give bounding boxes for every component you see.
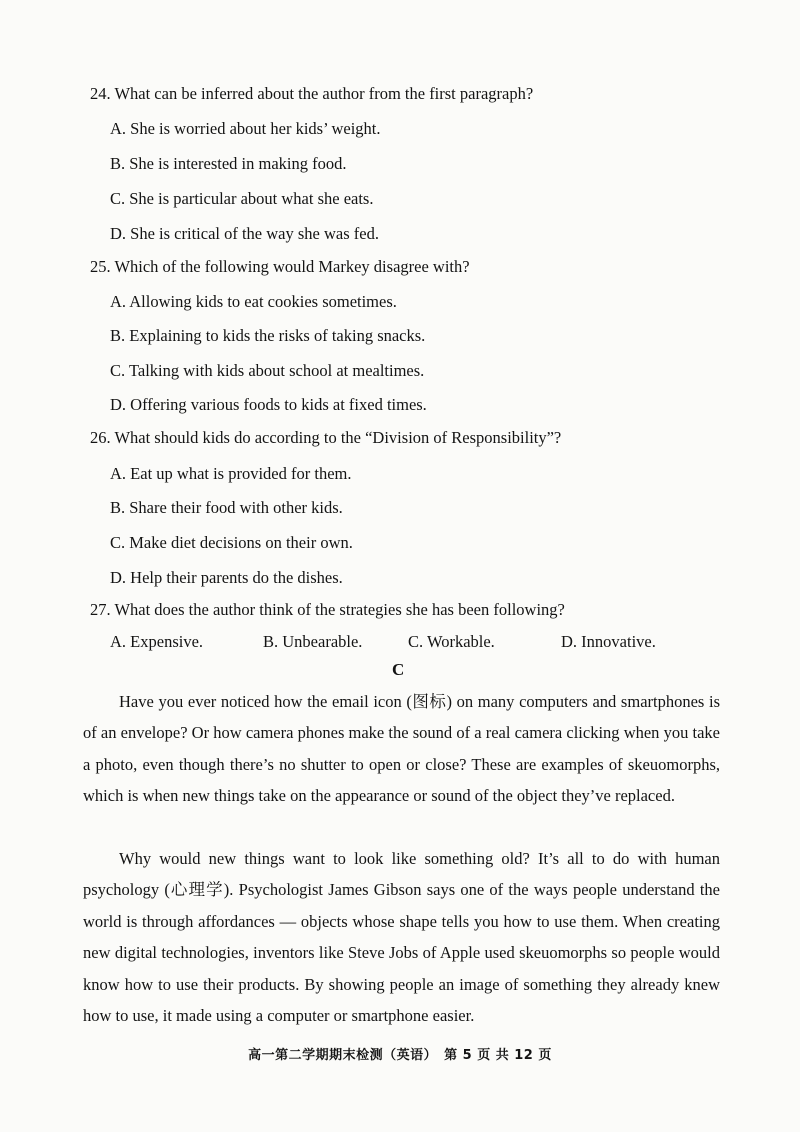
question-25-option-c: C. Talking with kids about school at mealtimes.: [110, 361, 425, 380]
question-27-option-b: B. Unbearable.: [263, 632, 363, 651]
question-25-stem: 25. Which of the following would Markey disagree with?: [90, 257, 470, 276]
question-24-option-c: C. She is particular about what she eats.: [110, 189, 374, 208]
question-26-stem: 26. What should kids do according to the “Division of Responsibility”?: [90, 428, 562, 447]
question-27-option-c: C. Workable.: [408, 632, 495, 651]
question-24-option-d: D. She is critical of the way she was fed.: [110, 224, 379, 243]
passage-paragraph-1: Have you ever noticed how the email icon (图标) on many computers and smartphones is of an envelope? Or how camera phones make the sound of a real camera clicking when you take a photo, even though there’s no shutter to open or close? These are examples of skeuomorphs, which is when new things take on the appearance or sound of the object they’ve replaced.: [83, 692, 720, 806]
page-footer: 高一第二学期期末检测（英语） 第 5 页 共 12 页: [248, 1048, 552, 1063]
question-24-option-a: A. She is worried about her kids’ weight.: [110, 119, 381, 138]
passage-paragraph-2: Why would new things want to look like something old? It’s all to do with human psychology (心理学). Psychologist James Gibson says one of the ways people understand the world is through affordances — objects whose shape tells you how to use them. When creating new digital technologies, inventors like Steve Jobs of Apple used skeuomorphs so people would know how to use their products. By showing people an image of something they already knew how to use, it made using a computer or smartphone easier.: [83, 849, 720, 1026]
question-27-option-a: A. Expensive.: [110, 632, 204, 651]
question-24-option-b: B. She is interested in making food.: [110, 154, 347, 173]
question-26-option-c: C. Make diet decisions on their own.: [110, 533, 353, 552]
question-26-option-d: D. Help their parents do the dishes.: [110, 568, 343, 587]
question-27-option-d: D. Innovative.: [561, 632, 656, 651]
question-27-stem: 27. What does the author think of the strategies she has been following?: [90, 600, 565, 619]
question-25-option-d: D. Offering various foods to kids at fixed times.: [110, 395, 427, 414]
section-heading: C: [392, 660, 405, 679]
question-24-stem: 24. What can be inferred about the author from the first paragraph?: [90, 84, 534, 103]
question-25-option-a: A. Allowing kids to eat cookies sometimes.: [110, 292, 397, 311]
question-26-option-a: A. Eat up what is provided for them.: [110, 464, 352, 483]
question-26-option-b: B. Share their food with other kids.: [110, 498, 343, 517]
question-25-option-b: B. Explaining to kids the risks of taking snacks.: [110, 326, 426, 345]
question-27-options: [110, 632, 710, 654]
